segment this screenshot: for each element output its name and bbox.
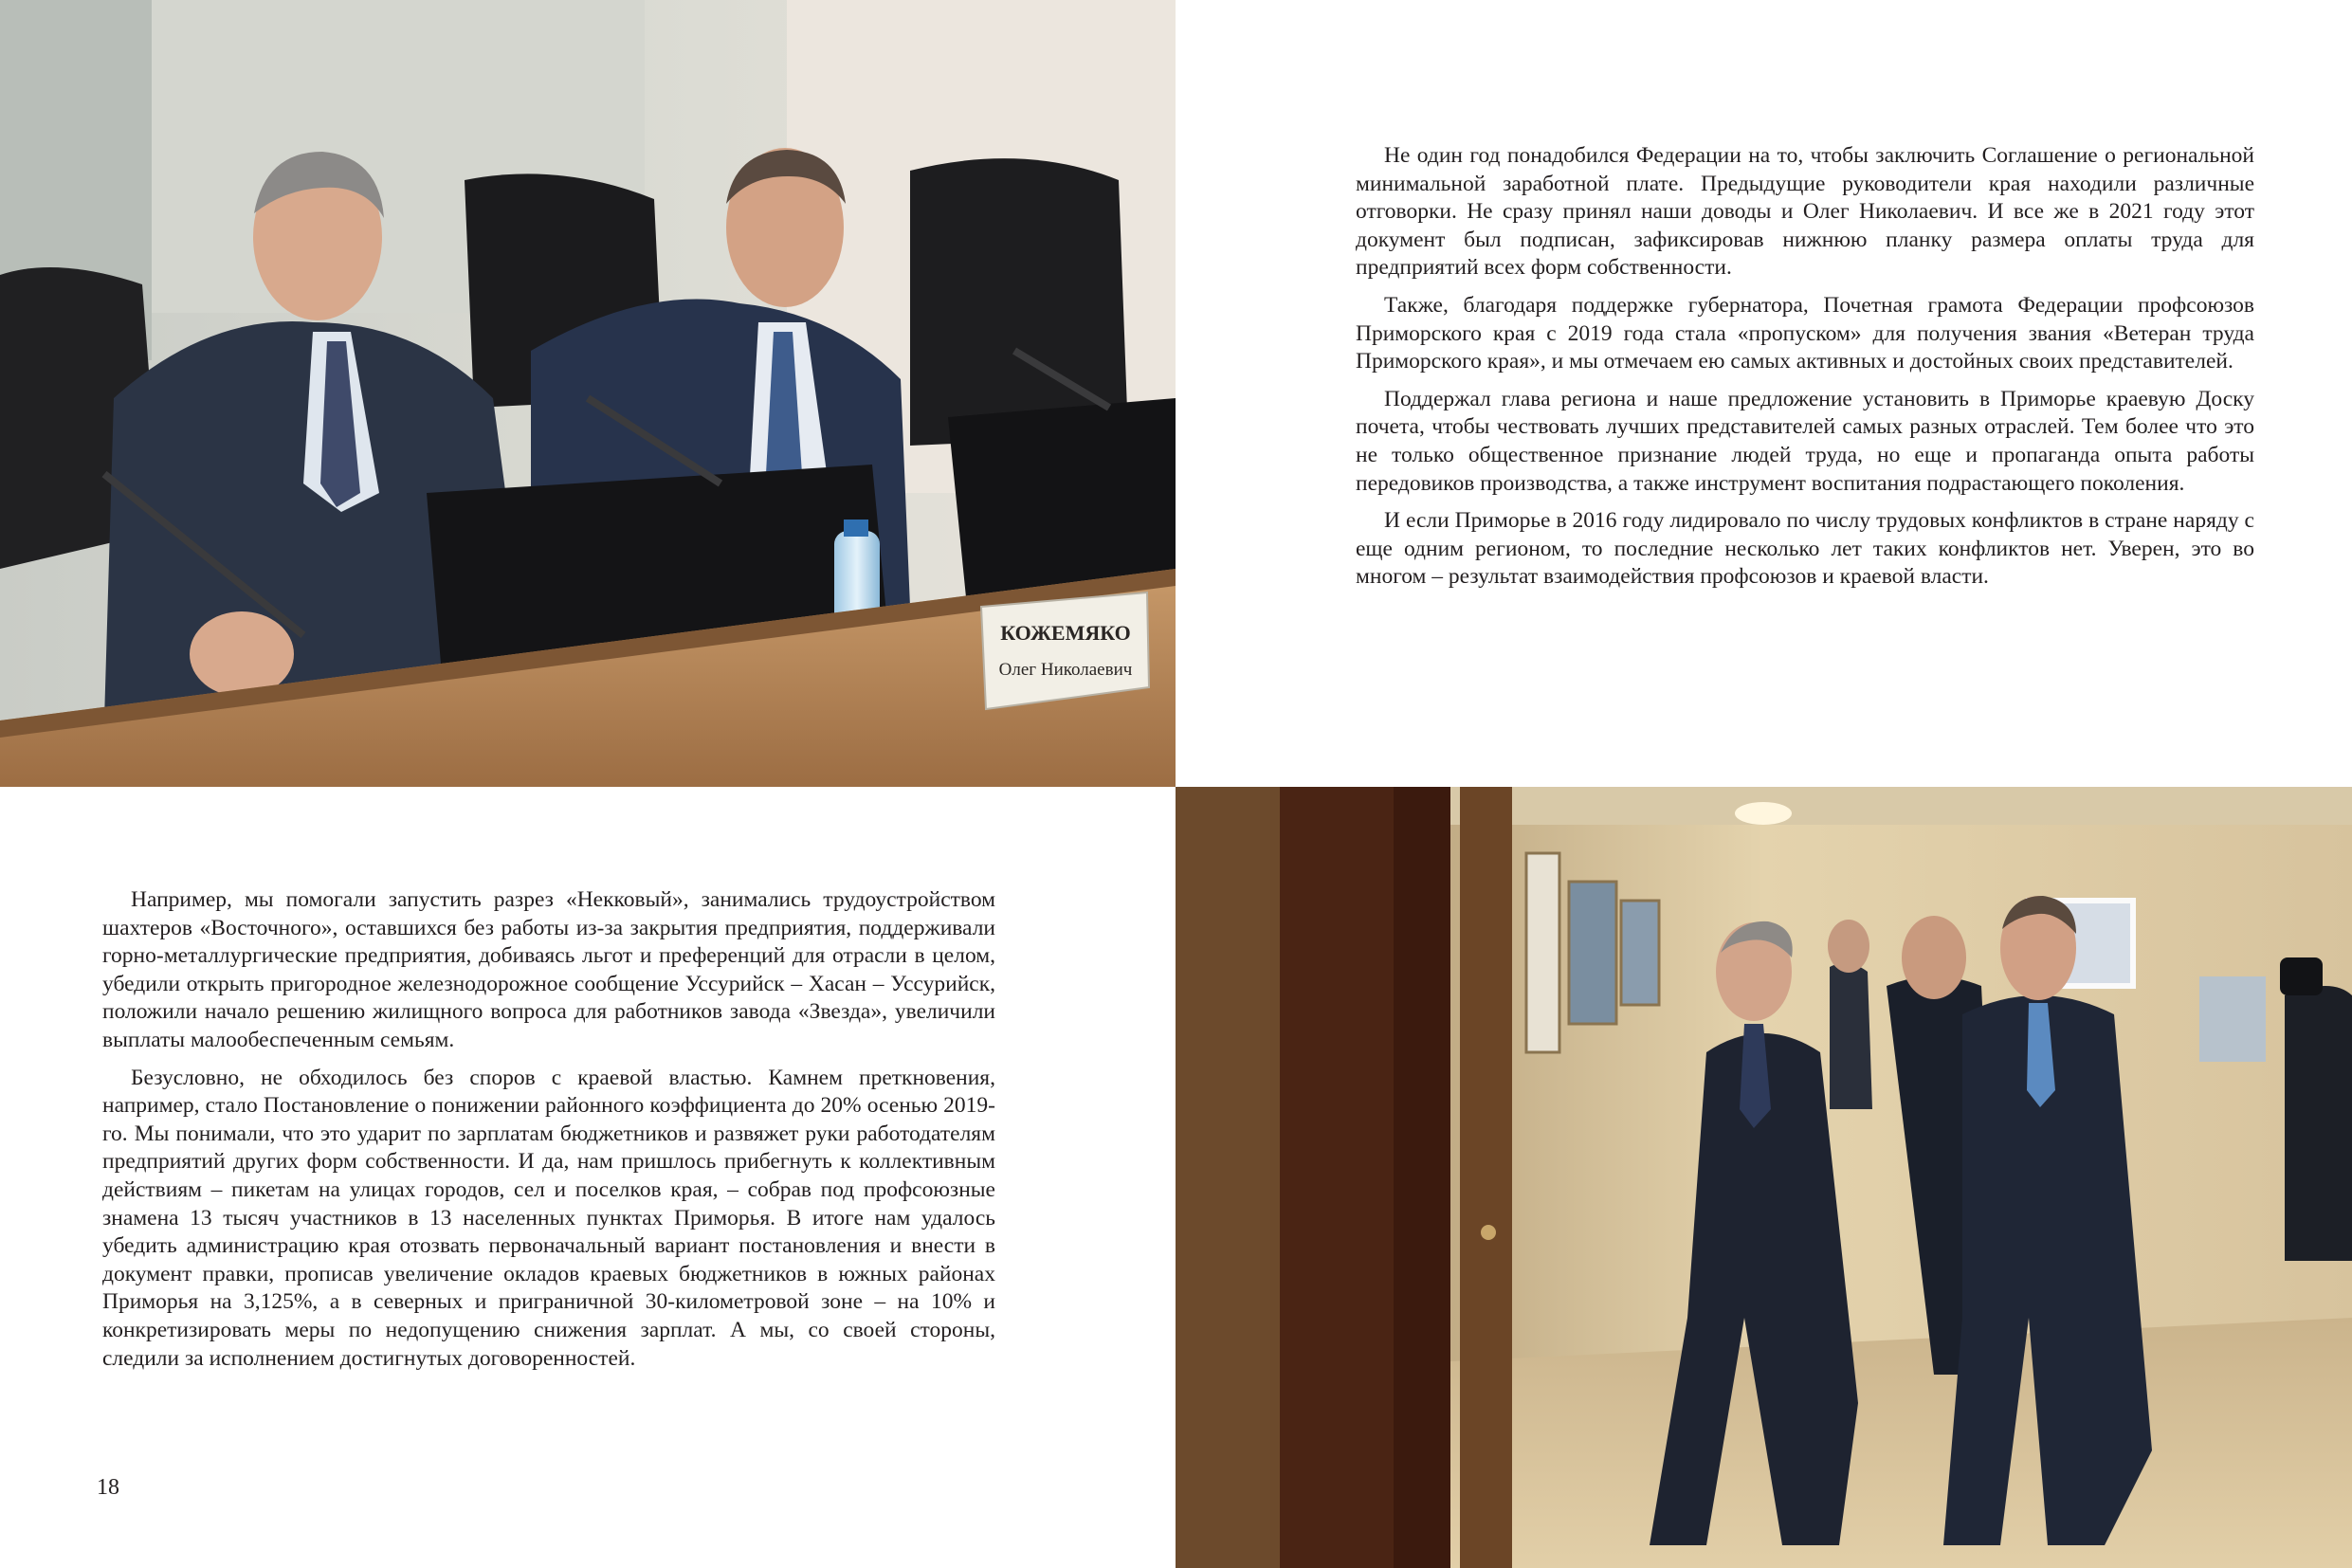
nameplate-given-name: Олег Николаевич [998,660,1133,680]
paragraph: И если Приморье в 2016 году лидировало по числу трудовых конфликтов в стране наряду с еще одним регионом, то последние несколько лет таких конфликтов нет. Уверен, это во многом – результат взаимодействия профсоюзов и краевой власти. [1356,508,2254,590]
page-number: 18 [97,1475,119,1500]
paragraph: Не один год понадобился Федерации на то, чтобы заключить Соглашение о региональной минимальной заработной плате. Предыдущие руководители края находили различные отговорки. Не сразу принял наши доводы и Олег Николаевич. И все же в 2021 году этот документ был подписан, зафиксировав нижнюю планку размера оплаты труда для предприятий всех форм собственности. [1356,143,2254,281]
top-text-block [1356,142,2254,601]
meeting-photo [0,0,1176,787]
corridor-photo [1176,787,2352,1568]
paragraph: Безусловно, не обходилось без споров с краевой властью. Камнем преткновения, например, стало Постановление о понижении районного коэффициента до 20% осенью 2019-го. Мы понимали, что это ударит по зарплатам бюджетников и развяжет руки работодателям предприятий других форм собственности. И да, нам пришлось прибегнуть к коллективным действиям – пикетам на улицах городов, сел и поселков края, – собрав под профсоюзные знамена 13 тысяч участников в 13 населенных пунктах Приморья. В итоге нам удалось убедить администрацию края отозвать первоначальный вариант постановления и внести в документ правки, прописав увеличение окладов краевых бюджетников в южных районах Приморья на 3,125%, а в северных и приграничной 30-километровой зоне – на 10% и конкретизировать меры по недопущению снижения зарплат. А мы, со своей стороны, следили за исполнением достигнутых договоренностей. [102,1065,995,1371]
paragraph: Например, мы помогали запустить разрез «Некковый», занимались трудоустройством шахтеров «Восточного», оставшихся без работы из-за закрытия предприятия, поддерживали горно-металлургические предприятия, добиваясь льгот и преференций для отрасли в целом, убедили открыть пригородное железнодорожное сообщение Уссурийск – Хасан – Уссурийск, положили начало решению жилищного вопроса для работников завода «Звезда», увеличили выплаты малообеспеченным семьям. [102,887,995,1052]
bottom-text-block [102,886,995,1382]
nameplate-surname: КОЖЕМЯКО [1000,621,1131,645]
paragraph: Также, благодаря поддержке губернатора, Почетная грамота Федерации профсоюзов Приморского края с 2019 года стала «пропуском» для получения звания «Ветеран труда Приморского края», и мы отмечаем ею самых активных и достойных своих представителей. [1356,292,2254,374]
paragraph: Поддержал глава региона и наше предложение установить в Приморье краевую Доску почета, чтобы чествовать лучших представителей самых разных отраслей. Тем более что это не только общественное признание людей труда, но еще и пропаганда опыта работы передовиков производства, а также инструмент воспитания подрастающего поколения. [1356,386,2254,496]
